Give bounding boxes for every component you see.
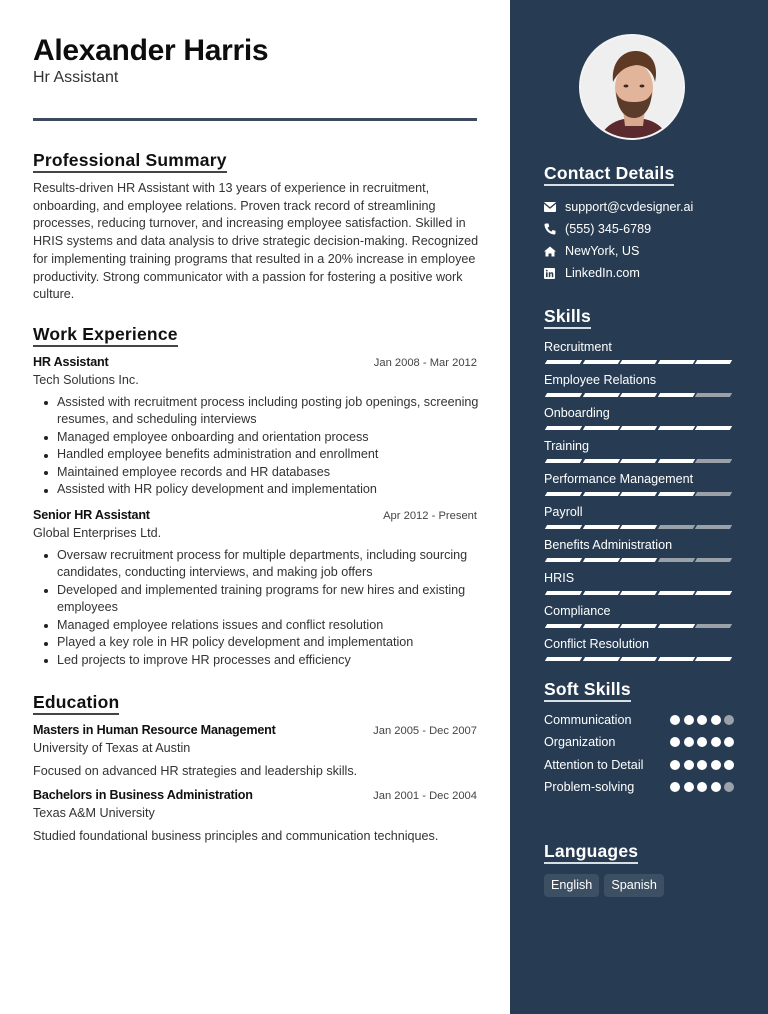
skill-segment-filled	[545, 360, 582, 364]
skill-level-bar	[544, 591, 744, 595]
rating-dot-filled-icon	[684, 737, 694, 747]
contact-section	[544, 163, 744, 284]
candidate-title: Hr Assistant	[33, 69, 119, 86]
rating-dot-filled-icon	[670, 782, 680, 792]
skill-segment-empty	[695, 624, 732, 628]
avatar-icon	[581, 36, 685, 140]
skill-level-bar	[544, 624, 744, 628]
job-entry	[33, 506, 477, 670]
header-divider	[33, 118, 477, 121]
skill-segment-filled	[582, 657, 619, 661]
skill-name: Recruitment	[544, 340, 612, 354]
job-bullets	[33, 547, 477, 670]
skill-level-bar	[544, 459, 744, 463]
rating-dot-filled-icon	[697, 715, 707, 725]
skill-segment-filled	[695, 591, 732, 595]
job-bullets	[33, 394, 477, 499]
rating-dot-filled-icon	[670, 737, 680, 747]
skill-segment-empty	[695, 558, 732, 562]
skill-segment-filled	[582, 459, 619, 463]
school-name: Texas A&M University	[33, 806, 155, 821]
summary-heading: Professional Summary	[33, 150, 227, 173]
skill-segment-filled	[657, 393, 694, 397]
skill-segment-filled	[582, 360, 619, 364]
education-header	[33, 721, 477, 739]
soft-skill-name: Organization	[544, 735, 616, 750]
soft-skill-item	[544, 711, 734, 729]
bullet-item: Led projects to improve HR processes and efficiency	[33, 652, 479, 670]
rating-dot-filled-icon	[697, 760, 707, 770]
skill-segment-filled	[545, 591, 582, 595]
skill-item	[544, 504, 744, 529]
candidate-name: Alexander Harris	[33, 34, 269, 67]
contact-phone[interactable]	[544, 218, 744, 240]
school-name: University of Texas at Austin	[33, 741, 191, 756]
languages-heading: Languages	[544, 841, 638, 864]
skill-level-bar	[544, 492, 744, 496]
contact-linkedin[interactable]	[544, 262, 744, 284]
education-entry	[33, 721, 477, 780]
skill-segment-filled	[695, 360, 732, 364]
bullet-item: Developed and implemented training programs for new hires and existing employees	[33, 582, 479, 617]
bullet-item: Maintained employee records and HR databases	[33, 464, 479, 482]
rating-dot-filled-icon	[724, 737, 734, 747]
sidebar	[510, 0, 768, 1014]
skill-name: Performance Management	[544, 472, 694, 486]
skill-segment-filled	[545, 492, 582, 496]
bullet-item: Oversaw recruitment process for multiple departments, including sourcing candidates, conducting interviews, and making job offers	[33, 547, 479, 582]
skills-section	[544, 306, 744, 669]
job-entry	[33, 353, 477, 499]
soft-skill-item	[544, 756, 734, 774]
skill-name: Employee Relations	[544, 373, 657, 387]
contact-heading: Contact Details	[544, 163, 674, 186]
skill-segment-filled	[582, 591, 619, 595]
job-company: Global Enterprises Ltd.	[33, 525, 162, 540]
skill-level-bar	[544, 525, 744, 529]
skill-item	[544, 636, 744, 661]
education-date: Jan 2005 - Dec 2007	[373, 725, 477, 738]
rating-dot-filled-icon	[684, 782, 694, 792]
soft-skill-rating	[670, 778, 734, 792]
rating-dot-filled-icon	[711, 760, 721, 770]
soft-skill-rating	[670, 711, 734, 725]
home-icon	[544, 246, 565, 257]
skill-name: HRIS	[544, 571, 575, 585]
skill-segment-filled	[582, 525, 619, 529]
skill-segment-empty	[657, 558, 694, 562]
skill-segment-filled	[582, 624, 619, 628]
job-company: Tech Solutions Inc.	[33, 372, 139, 387]
skill-segment-empty	[695, 492, 732, 496]
degree-title: Masters in Human Resource Management	[33, 723, 276, 738]
skills-list	[544, 339, 744, 661]
skill-segment-filled	[582, 558, 619, 562]
envelope-icon	[544, 202, 565, 212]
rating-dot-empty-icon	[724, 782, 734, 792]
skill-segment-filled	[620, 525, 657, 529]
job-header	[33, 506, 477, 524]
rating-dot-filled-icon	[670, 760, 680, 770]
language-tag: Spanish	[604, 874, 664, 897]
skill-segment-empty	[695, 459, 732, 463]
rating-dot-filled-icon	[670, 715, 680, 725]
skill-item	[544, 537, 744, 562]
skill-level-bar	[544, 393, 744, 397]
skill-name: Payroll	[544, 505, 583, 519]
skill-item	[544, 372, 744, 397]
education-entry	[33, 786, 477, 845]
contact-linkedin-text: LinkedIn.com	[565, 266, 640, 280]
profile-photo	[579, 34, 685, 140]
skill-segment-filled	[582, 492, 619, 496]
skill-segment-filled	[620, 657, 657, 661]
contact-location-text: NewYork, US	[565, 244, 640, 258]
skill-level-bar	[544, 360, 744, 364]
bullet-item: Managed employee onboarding and orientation process	[33, 429, 479, 447]
job-header	[33, 353, 477, 371]
skill-item	[544, 339, 744, 364]
skill-segment-filled	[657, 360, 694, 364]
skill-segment-filled	[545, 624, 582, 628]
soft-skill-item	[544, 733, 734, 751]
skill-item	[544, 405, 744, 430]
job-date: Jan 2008 - Mar 2012	[373, 356, 477, 369]
contact-email-text: support@cvdesigner.ai	[565, 200, 694, 214]
soft-skill-name: Problem-solving	[544, 779, 635, 794]
skill-segment-filled	[582, 426, 619, 430]
skill-segment-filled	[620, 624, 657, 628]
skill-item	[544, 438, 744, 463]
skill-level-bar	[544, 558, 744, 562]
rating-dot-filled-icon	[711, 737, 721, 747]
skill-segment-filled	[620, 558, 657, 562]
education-description: Studied foundational business principles and communication techniques.	[33, 829, 439, 844]
bullet-item: Assisted with HR policy development and implementation	[33, 481, 479, 499]
skill-name: Training	[544, 439, 590, 453]
summary-text: Results-driven HR Assistant with 13 years of experience in recruitment, onboarding, and employee relations. Proven track record of streamlining processes, reducing turnover, and increasing employee satisfaction. Skilled in HRIS systems and data analysis to drive strategic decision-making. Recognized for implementing training programs that resulted in a 20% increase in employee productivity. Strong communicator with a passion for fostering a positive work culture.	[33, 181, 479, 302]
contact-list	[544, 196, 744, 284]
experience-heading: Work Experience	[33, 324, 178, 347]
phone-icon	[544, 223, 565, 235]
skill-name: Conflict Resolution	[544, 637, 649, 651]
rating-dot-filled-icon	[684, 760, 694, 770]
skill-item	[544, 570, 744, 595]
skill-segment-filled	[582, 393, 619, 397]
rating-dot-filled-icon	[724, 760, 734, 770]
rating-dot-filled-icon	[697, 737, 707, 747]
bullet-item: Played a key role in HR policy development and implementation	[33, 634, 479, 652]
education-description: Focused on advanced HR strategies and leadership skills.	[33, 764, 358, 779]
skill-segment-filled	[657, 492, 694, 496]
degree-title: Bachelors in Business Administration	[33, 788, 253, 803]
soft-skill-name: Attention to Detail	[544, 757, 644, 772]
soft-skills-heading: Soft Skills	[544, 679, 631, 702]
skill-segment-empty	[657, 525, 694, 529]
bullet-item: Managed employee relations issues and conflict resolution	[33, 617, 479, 635]
skill-segment-filled	[695, 426, 732, 430]
skill-name: Compliance	[544, 604, 611, 618]
bullet-item: Handled employee benefits administration and enrollment	[33, 446, 479, 464]
skill-segment-filled	[657, 591, 694, 595]
soft-skill-rating	[670, 756, 734, 770]
skill-segment-filled	[545, 657, 582, 661]
skill-segment-filled	[620, 492, 657, 496]
rating-dot-filled-icon	[697, 782, 707, 792]
contact-email[interactable]	[544, 196, 744, 218]
skill-segment-filled	[545, 525, 582, 529]
skill-item	[544, 471, 744, 496]
skill-segment-filled	[657, 426, 694, 430]
soft-skills-list	[544, 711, 744, 796]
skill-level-bar	[544, 426, 744, 430]
skill-segment-filled	[545, 558, 582, 562]
experience-section	[33, 324, 477, 670]
soft-skill-name: Communication	[544, 713, 632, 727]
rating-dot-filled-icon	[684, 715, 694, 725]
education-section	[33, 692, 477, 845]
contact-phone-text: (555) 345-6789	[565, 222, 652, 236]
skill-name: Onboarding	[544, 406, 610, 420]
skill-segment-filled	[620, 360, 657, 364]
bullet-item: Assisted with recruitment process including posting job openings, screening resumes, and scheduling interviews	[33, 394, 479, 429]
skill-segment-filled	[620, 393, 657, 397]
job-title: HR Assistant	[33, 354, 109, 369]
skill-item	[544, 603, 744, 628]
skill-segment-filled	[545, 393, 582, 397]
job-date: Apr 2012 - Present	[383, 509, 477, 522]
skill-name: Benefits Administration	[544, 538, 673, 552]
skills-heading: Skills	[544, 306, 591, 329]
job-title: Senior HR Assistant	[33, 507, 150, 522]
education-date: Jan 2001 - Dec 2004	[373, 790, 477, 803]
languages-section	[544, 841, 744, 897]
language-tag: English	[544, 874, 599, 897]
skill-segment-empty	[695, 393, 732, 397]
education-heading: Education	[33, 692, 119, 715]
linkedin-icon	[544, 268, 565, 279]
skill-segment-empty	[695, 525, 732, 529]
skill-segment-filled	[657, 624, 694, 628]
skill-segment-filled	[545, 426, 582, 430]
skill-segment-filled	[620, 426, 657, 430]
rating-dot-filled-icon	[711, 782, 721, 792]
summary-section	[33, 150, 477, 304]
languages-list	[544, 874, 744, 897]
skill-segment-filled	[657, 459, 694, 463]
soft-skill-rating	[670, 733, 734, 747]
skill-segment-filled	[695, 657, 732, 661]
soft-skill-item	[544, 778, 734, 796]
skill-segment-filled	[620, 591, 657, 595]
skill-segment-filled	[657, 657, 694, 661]
soft-skills-section	[544, 679, 744, 800]
skill-segment-filled	[545, 459, 582, 463]
contact-location	[544, 240, 744, 262]
skill-level-bar	[544, 657, 744, 661]
education-header	[33, 786, 477, 804]
skill-segment-filled	[620, 459, 657, 463]
rating-dot-empty-icon	[724, 715, 734, 725]
rating-dot-filled-icon	[711, 715, 721, 725]
